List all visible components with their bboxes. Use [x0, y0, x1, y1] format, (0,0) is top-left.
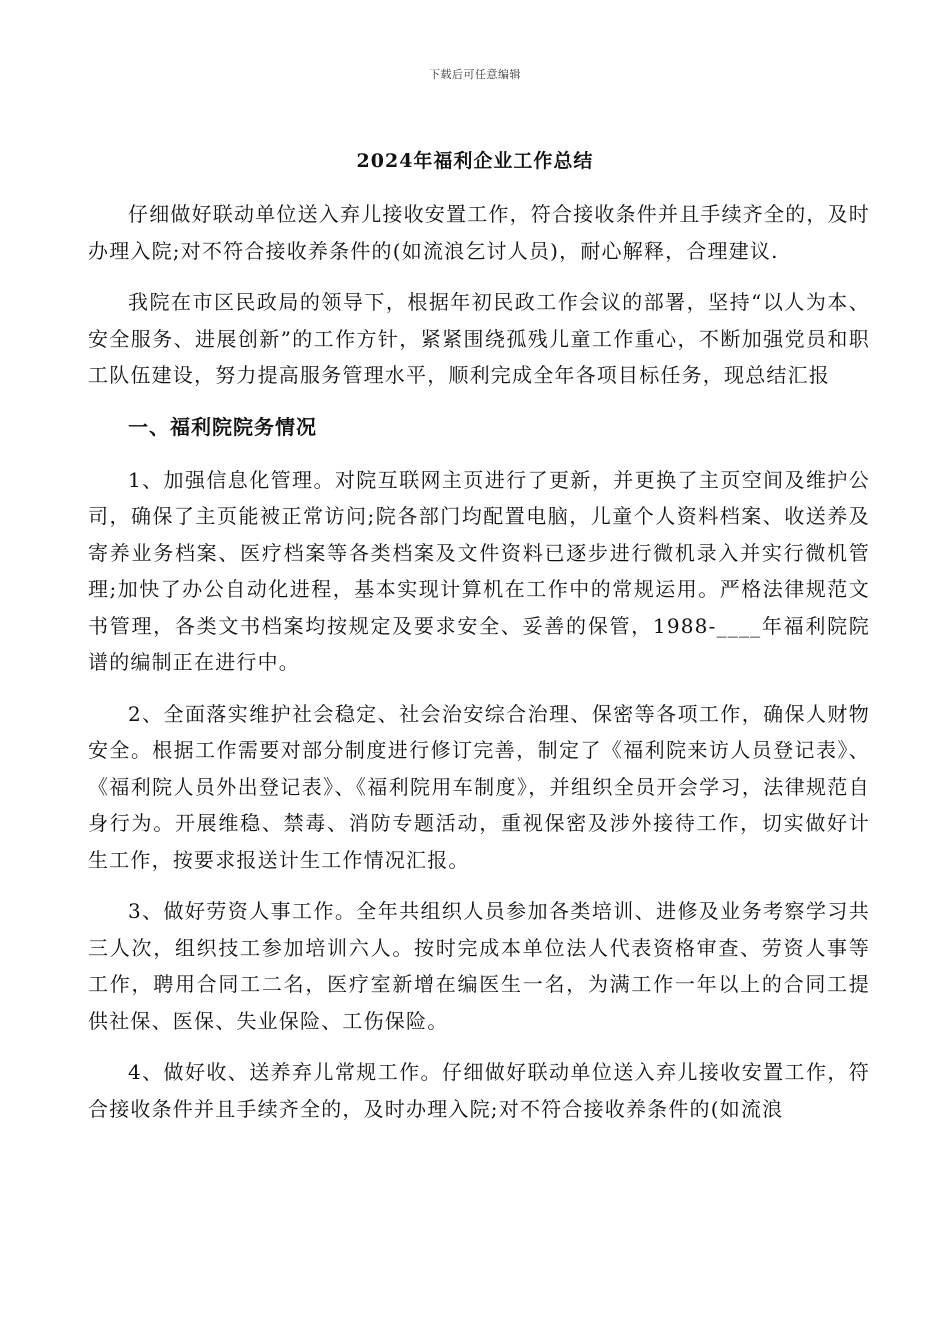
section-paragraph-2: 2、全面落实维护社会稳定、社会治安综合治理、保密等各项工作，确保人财物安全。根据工作需要对部分制度进行修订完善，制定了《福利院来访人员登记表》、《福利院人员外出登记表》、《福利院用车制度》，并组织全员开会学习，法律规范自身行为。开展维稳、禁毒、消防专题活动，重视保密及涉外接待工作，切实做好计生工作，按要求报送计生工作情况汇报。 [88, 701, 870, 872]
intro-paragraph-1: 仔细做好联动单位送入弃儿接收安置工作，符合接收条件并且手续齐全的，及时办理入院;对不符合接收养条件的(如流浪乞讨人员)，耐心解释，合理建议. [88, 202, 870, 263]
section-paragraph-3: 3、做好劳资人事工作。全年共组织人员参加各类培训、进修及业务考察学习共三人次，组织技工参加培训六人。按时完成本单位法人代表资格审查、劳资人事等工作，聘用合同工二名，医疗室新增在编医生一名，为满工作一年以上的合同工提供社保、医保、失业保险、工伤保险。 [88, 899, 870, 1033]
intro-paragraph-2: 我院在市区民政局的领导下，根据年初民政工作会议的部署，坚持“以人为本、安全服务、进展创新”的工作方针，紧紧围绕孤残儿童工作重心，不断加强党员和职工队伍建设，努力提高服务管理水平，顺利完成全年各项目标任务，现总结汇报 [88, 290, 870, 387]
section-heading: 一、福利院院务情况 [128, 414, 317, 439]
header-note: 下载后可任意编辑 [429, 68, 521, 81]
section-paragraph-1: 1、加强信息化管理。对院互联网主页进行了更新，并更换了主页空间及维护公司，确保了主页能被正常访问;院各部门均配置电脑，儿童个人资料档案、收送养及寄养业务档案、医疗档案等各类档案及文件资料已逐步进行微机录入并实行微机管理;加快了办公自动化进程，基本实现计算机在工作中的常规运用。严格法律规范文书管理，各类文书档案均按规定及要求安全、妥善的保管，1988-____年福利院院谱的编制正在进行中。 [88, 467, 870, 674]
document-title: 2024年福利企业工作总结 [356, 150, 594, 172]
section-paragraph-4: 4、做好收、送养弃儿常规工作。仔细做好联动单位送入弃儿接收安置工作，符合接收条件并且手续齐全的，及时办理入院;对不符合接收养条件的(如流浪 [88, 1060, 870, 1121]
document-body [88, 196, 870, 1142]
